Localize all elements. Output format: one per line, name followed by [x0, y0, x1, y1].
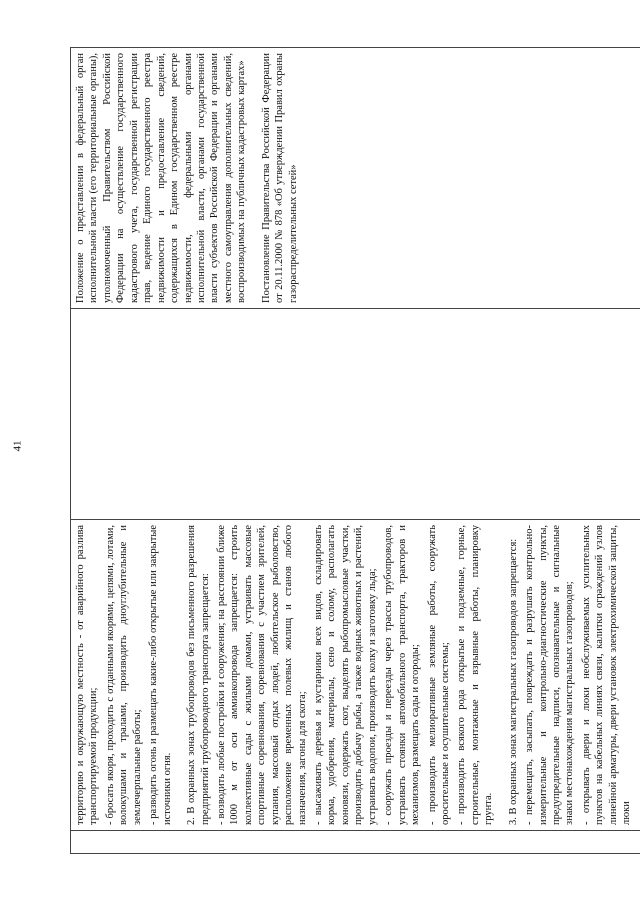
restriction-paragraph: - бросать якоря, проходить с отданными якорями, цепями, лотами, волокушами и тралами, производить дноуглубительные и землечерпальные работы; — [104, 525, 143, 825]
restriction-paragraph: - разводить огонь и размещать какие-либо открытые или закрытые источники огня. — [148, 525, 173, 825]
restriction-paragraph: - перемещать, засыпать, повреждать и разрушать контрольно-измерительные и контрольно-диагностические пункты, предупредительные надписи, опознавательные и сигнальные знаки местонахождения магистральных газопроводов; — [524, 525, 576, 825]
paragraph-gap — [252, 53, 260, 303]
restriction-paragraph: - возводить любые постройки и сооружения; на расстоянии ближе 1000 м от оси аммиакопровода запрещается: строить коллективные сады с жилыми домами, устраивать массовые спортивные соревнования, соревнования с участием зрителей, купания, массовый отдых людей, любительское рыболовство, расположение временных полевых жилищ и станов любого назначения, загоны для скота; — [215, 525, 308, 825]
restriction-paragraph: - производить мелиоративные земляные работы, сооружать оросительные и осушительные системы; — [426, 525, 451, 825]
table-cell-empty-3 — [71, 309, 640, 520]
table-cell-legal-basis — [71, 48, 640, 309]
legal-basis-paragraph: Положение о представлении в федеральный орган исполнительной власти (его территориальные органы), уполномоченный Правительством Российской Федерации на осуществление государственного кадастрового учета, государственной регистрации прав, ведение Единого государственного реестра недвижимости и предоставление сведений, содержащихся в Едином государственном реестре недвижимости, федеральными органами исполнительной власти, органами государственной власти субъектов Российской Федерации и органами местного самоуправления дополнительных сведений, воспроизводимых на публичных кадастровых картах» — [75, 53, 248, 303]
paragraph-gap — [177, 525, 185, 825]
rotated-table-wrapper — [70, 53, 633, 854]
restriction-paragraph: 3. В охранных зонах магистральных газопроводов запрещается: — [507, 538, 519, 825]
regulation-table — [70, 47, 640, 854]
paragraph-gap — [499, 525, 507, 825]
table-row — [71, 48, 640, 854]
legal-basis-paragraph: Постановление Правительства Российской Федерации от 20.11.2000 № 878 «Об утверждении Правил охраны газораспределительных сетей» — [260, 53, 299, 303]
restriction-paragraph: - сооружать проезды и переезды через трассы трубопроводов, устраивать стоянки автомобильного транспорта, тракторов и механизмов, размещать сады и огороды; — [383, 525, 422, 825]
restriction-paragraph: - высаживать деревья и кустарники всех видов, складировать корма, удобрения, материалы, сено и солому, располагать коновязи, содержать скот, выделять рыбопромысловые участки, производить добычу рыбы, а также водных животных и растений, устраивать водопои, производить колку и заготовку льда; — [313, 525, 378, 825]
table-cell-restrictions — [71, 520, 640, 831]
page-number: 41 — [11, 440, 24, 452]
restriction-paragraph: 2. В охранных зонах трубопроводов без письменного разрешения предприятий трубопроводного транспорта запрещается: — [186, 525, 211, 825]
restriction-paragraph: - производить всякого рода открытые и подземные, горные, строительные, монтажные и взрывные работы, планировку грунта. — [456, 525, 495, 825]
table-cell-empty-1 — [71, 831, 640, 854]
restriction-paragraph: территорию и окружающую местность - от аварийного разлива транспортируемой продукции; — [75, 525, 100, 825]
restriction-paragraph: - открывать двери и люки необслуживаемых усилительных пунктов на кабельных линиях связи, калитки ограждений узлов линейной арматуры, двери установок электрохимической защиты, люки — [580, 525, 633, 825]
